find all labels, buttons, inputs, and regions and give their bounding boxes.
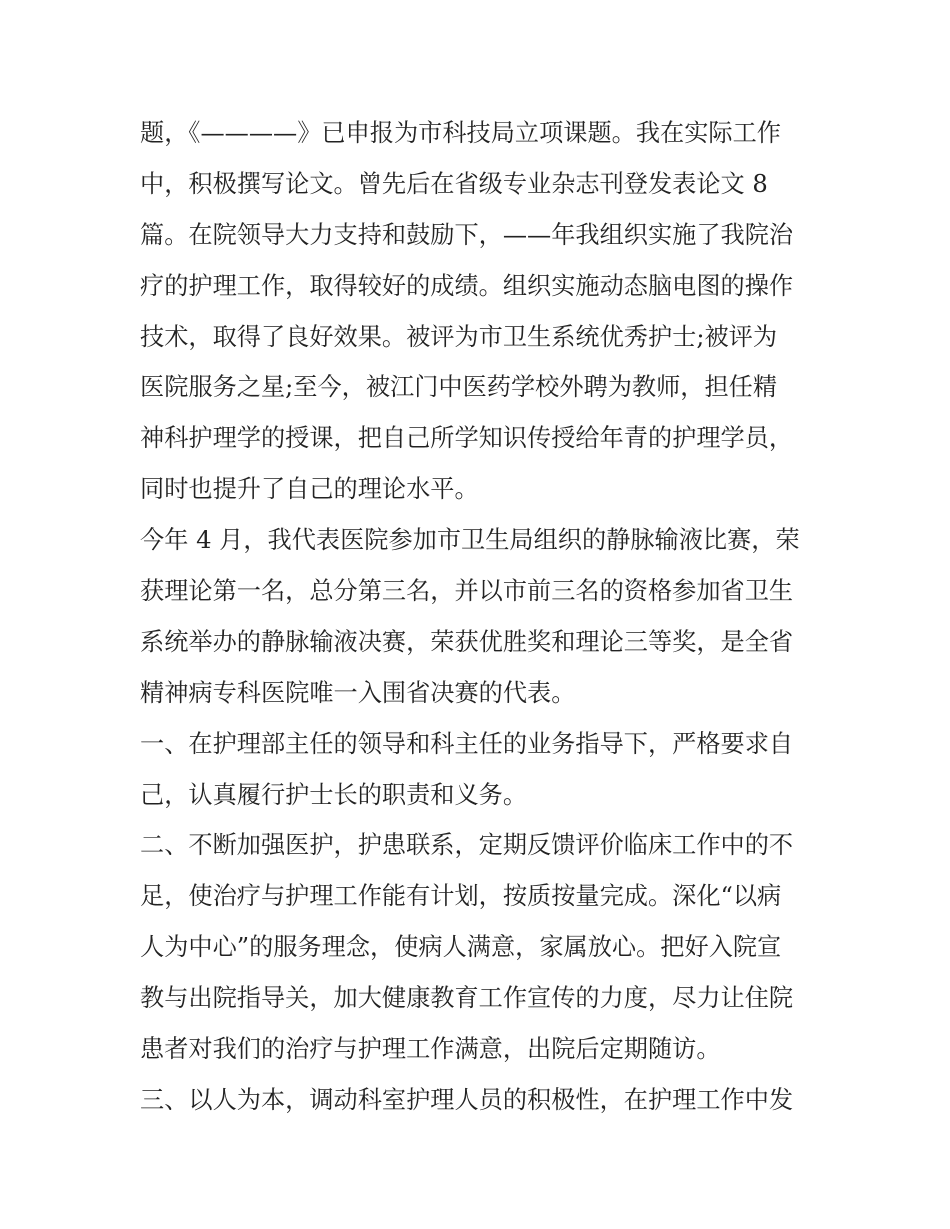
text-line: 中，积极撰写论文。曾先后在省级专业杂志刊登发表论文 8 <box>140 169 768 198</box>
text-line: 二、不断加强医护，护患联系，定期反馈评价临床工作中的不 <box>140 831 794 860</box>
text-line: 足，使治疗与护理工作能有计划，按质按量完成。深化“以病 <box>140 882 782 911</box>
text-line: 神科护理学的授课，把自己所学知识传授给年青的护理学员， <box>140 424 794 453</box>
text-line: 三、以人为本，调动科室护理人员的积极性，在护理工作中发 <box>140 1085 794 1114</box>
text-line: 同时也提升了自己的理论水平。 <box>140 475 479 504</box>
text-line: 精神病专科医院唯一入围省决赛的代表。 <box>140 678 576 707</box>
text-line: 患者对我们的治疗与护理工作满意，出院后定期随访。 <box>140 1035 721 1064</box>
text-line: 系统举办的静脉输液决赛，荣获优胜奖和理论三等奖，是全省 <box>140 627 794 656</box>
text-line: 题，《————》已申报为市科技局立项课题。我在实际工作 <box>140 119 781 147</box>
text-line: 医院服务之星;至今，被江门中医药学校外聘为教师，担任精 <box>140 373 778 402</box>
text-line: 技术，取得了良好效果。被评为市卫生系统优秀护士;被评为 <box>140 322 778 351</box>
text-line: 教与出院指导关，加大健康教育工作宣传的力度，尽力让住院 <box>140 984 794 1013</box>
text-line: 篇。在院领导大力支持和鼓励下，——年我组织实施了我院治 <box>140 220 794 249</box>
text-line: 一、在护理部主任的领导和科主任的业务指导下，严格要求自 <box>140 729 794 758</box>
text-line: 获理论第一名，总分第三名，并以市前三名的资格参加省卫生 <box>140 577 794 606</box>
text-line: 人为中心”的服务理念，使病人满意，家属放心。把好入院宣 <box>140 933 782 962</box>
document-body <box>140 108 815 1126</box>
text-line: 己，认真履行护士长的职责和义务。 <box>140 780 528 809</box>
text-line: 今年 4 月，我代表医院参加市卫生局组织的静脉输液比赛，荣 <box>140 526 800 555</box>
text-line: 疗的护理工作，取得较好的成绩。组织实施动态脑电图的操作 <box>140 271 794 300</box>
